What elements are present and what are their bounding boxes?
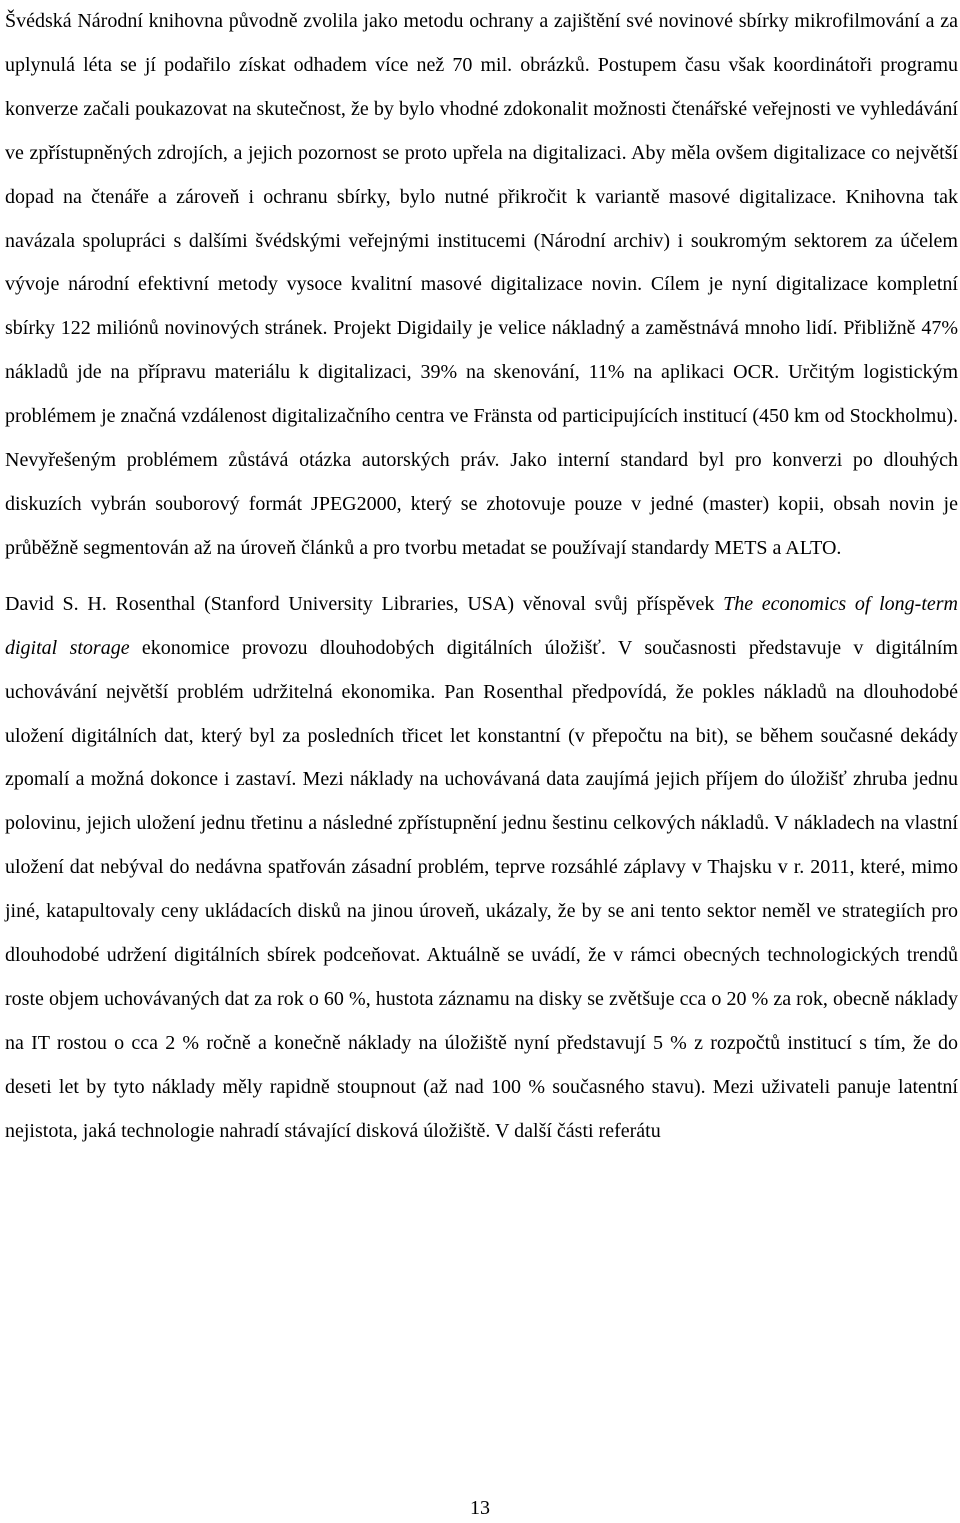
page-number: 13 <box>470 1497 490 1519</box>
body-text <box>5 0 958 1154</box>
italic-title-run: The economics of long-term digital storage <box>5 592 958 659</box>
paragraph <box>5 583 958 1154</box>
text-run: Švédská Národní knihovna původně zvolila jako metodu ochrany a zajištění své novinové sbírky mikrofilmování a za uplynulá léta se jí podařilo získat odhadem více než 70 mil. obrázků. Postupem času však koordinátoři programu konverze začali poukazovat na skutečnost, že by bylo vhodné zdokonalit možnosti čtenářské veřejnosti ve vyhledávání ve zpřístupněných zdrojích, a jejich pozornost se proto upřela na digitalizaci. Aby měla ovšem digitalizace co největší dopad na čtenáře a zároveň i ochranu sbírky, bylo nutné přikročit k variantě masové digitalizace. Knihovna tak navázala spolupráci s dalšími švédskými veřejnými institucemi (Národní archiv) i soukromým sektorem za účelem vývoje národní efektivní metody vysoce kvalitní masové digitalizace novin. Cílem je nyní digitalizace kompletní sbírky 122 miliónů novinových stránek. Projekt Digidaily je velice nákladný a zaměstnává mnoho lidí. Přibližně 47% nákladů jde na přípravu materiálu k digitalizaci, 39% na skenování, 11% na aplikaci OCR. Určitým logistickým problémem je značná vzdálenost digitalizačního centra ve Fränsta od participujících institucí (450 km od Stockholmu). Nevyřešeným problémem zůstává otázka autorských práv. Jako interní standard byl pro konverzi po dlouhých diskuzích vybrán souborový formát JPEG2000, který se zhotovuje pouze v jedné (master) kopii, obsah novin je průběžně segmentován až na úroveň článků a pro tvorbu metadat se používají standardy METS a ALTO. <box>5 10 958 559</box>
paragraph <box>5 0 958 571</box>
text-run: ekonomice provozu dlouhodobých digitálních úložišť. V současnosti představuje v digitálním uchovávání největší problém udržitelná ekonomika. Pan Rosenthal předpovídá, že pokles nákladů na dlouhodobé uložení digitálních dat, který byl za posledních třicet let konstantní (v přepočtu na bit), se během současné dekády zpomalí a možná dokonce i zastaví. Mezi náklady na uchovávaná data zaujímá jejich příjem do úložišť zhruba jednu polovinu, jejich uložení jednu třetinu a následné zpřístupnění jednu šestinu celkových nákladů. V nákladech na vlastní uložení dat nebýval do nedávna spatřován zásadní problém, teprve rozsáhlé záplavy v Thajsku v r. 2011, které, mimo jiné, katapultovaly ceny ukládacích disků na jinou úroveň, ukázaly, že by se ani tento sektor neměl ve strategiích pro dlouhodobé udržení digitálních sbírek podceňovat. Aktuálně se uvádí, že v rámci obecných technologických trendů roste objem uchovávaných dat za rok o 60 %, hustota záznamu na disky se zvětšuje cca o 20 % za rok, obecně náklady na IT rostou o cca 2 % ročně a konečně náklady na úložiště nyní představují 5 % z rozpočtů institucí s tím, že do deseti let by tyto náklady měly rapidně stoupnout (až nad 100 % současného stavu). Mezi uživateli panuje latentní nejistota, jaká technologie nahradí stávající disková úložiště. V další části referátu <box>5 636 958 1142</box>
text-run: David S. H. Rosenthal (Stanford University Libraries, USA) věnoval svůj příspěvek <box>5 592 724 615</box>
